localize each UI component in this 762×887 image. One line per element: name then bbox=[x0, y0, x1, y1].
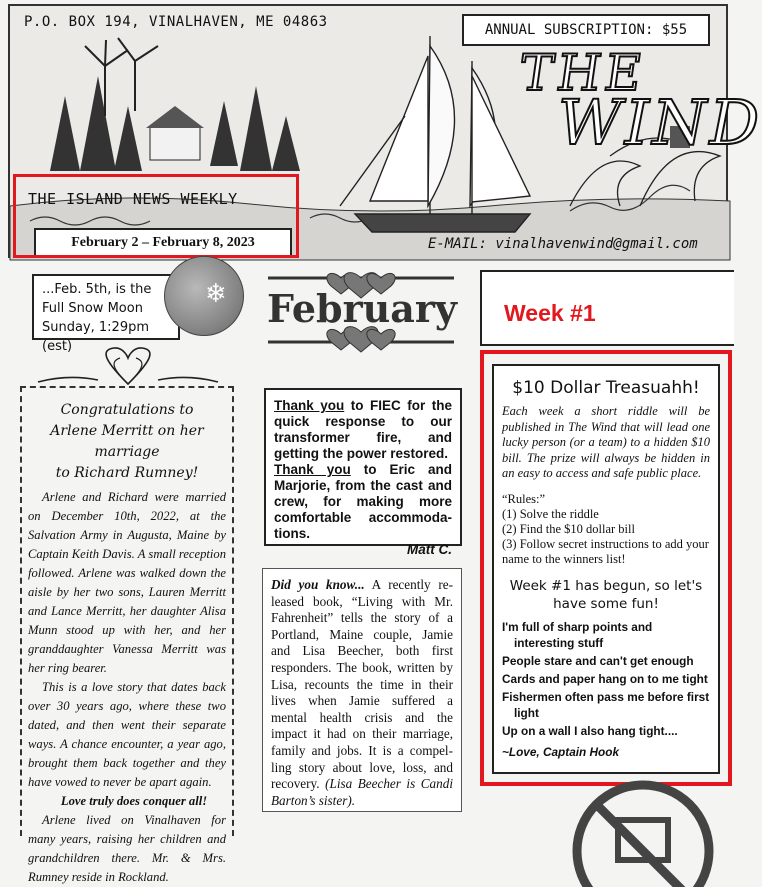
february-heading: February bbox=[266, 286, 458, 331]
thank-you-signature: Matt C. bbox=[407, 542, 452, 557]
riddle-signoff: ~Love, Captain Hook bbox=[502, 744, 620, 759]
treasure-hunt-box bbox=[492, 364, 720, 774]
wedding-title bbox=[28, 400, 226, 484]
email-address: E-MAIL: vinalhavenwind@gmail.com bbox=[428, 236, 698, 252]
snowflake-icon: ❄ bbox=[205, 279, 227, 309]
riddle-line: Fishermen often pass me before first light bbox=[502, 689, 710, 720]
thank-you-text-2: to Eric and Marjorie, from the cast and crew, for making more comfortable accommoda-tions. bbox=[274, 462, 452, 541]
riddle bbox=[502, 619, 710, 739]
address: P.O. BOX 194, VINALHAVEN, ME 04863 bbox=[24, 14, 328, 30]
moon-line2: Full Snow Moon bbox=[42, 301, 143, 316]
wedding-title-line2: Arlene Merritt on her marriage bbox=[50, 423, 204, 460]
wedding-title-line3: to Richard Rumney! bbox=[55, 465, 199, 481]
week-label: Week #1 bbox=[504, 300, 596, 326]
treasure-intro: Each week a short riddle will be published in The Wind that will lead one lucky person (or a team) to a hidden $10 bill. The prize will always be hidden in an easy to access and safe public place. bbox=[502, 404, 710, 480]
moon-image bbox=[164, 256, 244, 336]
wedding-paragraph-2: This is a love story that dates back over 30 years ago, where these two dated, and then went their separate ways. A chance encounter, a year ago, brought them back together and they have vowed to never be apart again. bbox=[28, 680, 226, 789]
tagline: THE ISLAND NEWS WEEKLY bbox=[28, 190, 238, 208]
riddle-line: People stare and can't get enough bbox=[502, 653, 694, 668]
did-you-know-lead: Did you know... bbox=[271, 577, 365, 592]
moon-notice bbox=[32, 274, 180, 354]
issue-date: February 2 – February 8, 2023 bbox=[34, 228, 292, 258]
did-you-know-note: (Lisa Beecher is Candi Barton’s sister). bbox=[271, 776, 453, 808]
moon-line1: ...Feb. 5th, is the bbox=[42, 282, 152, 297]
riddle-line: Up on a wall I also hang tight.... bbox=[502, 723, 678, 738]
riddle-line: I'm full of sharp points and interesting stuff bbox=[502, 619, 653, 650]
no-sign-icon bbox=[568, 776, 718, 856]
subscription-box: ANNUAL SUBSCRIPTION: $55 bbox=[462, 14, 710, 46]
heart-ornament bbox=[28, 344, 228, 392]
ship-illustration bbox=[340, 36, 530, 232]
week-begun-heading: Week #1 has begun, so let's have some fun! bbox=[509, 577, 703, 612]
logo-wind: WIND bbox=[558, 86, 762, 159]
wedding-paragraph-1: Arlene and Richard were married on December 10th, 2022, at the Salvation Army in Augusta, Maine by Captain Keith Davis. A small reception followed. Arlene was walked down the aisle by her two sons, Lauren Merritt and Lance Merritt, her daughter Alisa Munn stood up with her, and her granddaughter Vanessa Merritt was her ring bearer. bbox=[28, 490, 226, 675]
treasure-title: $10 Dollar Treasuahh! bbox=[512, 378, 700, 398]
thank-you-1: Thank you bbox=[274, 398, 345, 413]
thank-you-2: Thank you bbox=[274, 462, 351, 477]
rule-item: (2) Find the $10 dollar bill bbox=[502, 521, 635, 536]
wedding-paragraph-3: Arlene lived on Vinalhaven for many years, raising her children and grandchildren there. Mr. & Mrs. Rumney reside in Rockland. bbox=[28, 813, 226, 884]
wedding-article bbox=[20, 386, 234, 884]
did-you-know-article bbox=[262, 568, 462, 812]
thank-you-text-1: to FIEC for the quick response to our transformer fire, and getting the power restored. bbox=[274, 398, 452, 461]
thank-you-notice bbox=[264, 388, 462, 557]
rules-list bbox=[502, 492, 710, 567]
logo-the: THE bbox=[515, 44, 650, 102]
riddle-line: Cards and paper hang on to me tight bbox=[502, 671, 708, 686]
rules-heading: “Rules:” bbox=[502, 491, 546, 506]
highlight-box-tagline bbox=[13, 174, 299, 258]
rule-item: (3) Follow secret instructions to add your name to the winners list! bbox=[502, 536, 709, 566]
wedding-title-line1: Congratulations to bbox=[60, 402, 194, 418]
did-you-know-body: A recently re-leased book, “Living with Mr. Fahrenheit” tells the story of a Portland, Maine couple, Jamie and Lisa Beecher, both first responders. The book, written by Lisa, recounts the time in their lives when Jamie suffered a mental health crisis and the impact it had on their marriage, family and jobs. It is a compel-ling story about love, loss, and recovery. bbox=[271, 577, 454, 792]
wedding-bold-line: Love truly does conquer all! bbox=[60, 794, 208, 808]
moon-line3: Sunday, 1:29pm (est) bbox=[42, 320, 150, 354]
rule-item: (1) Solve the riddle bbox=[502, 506, 599, 521]
